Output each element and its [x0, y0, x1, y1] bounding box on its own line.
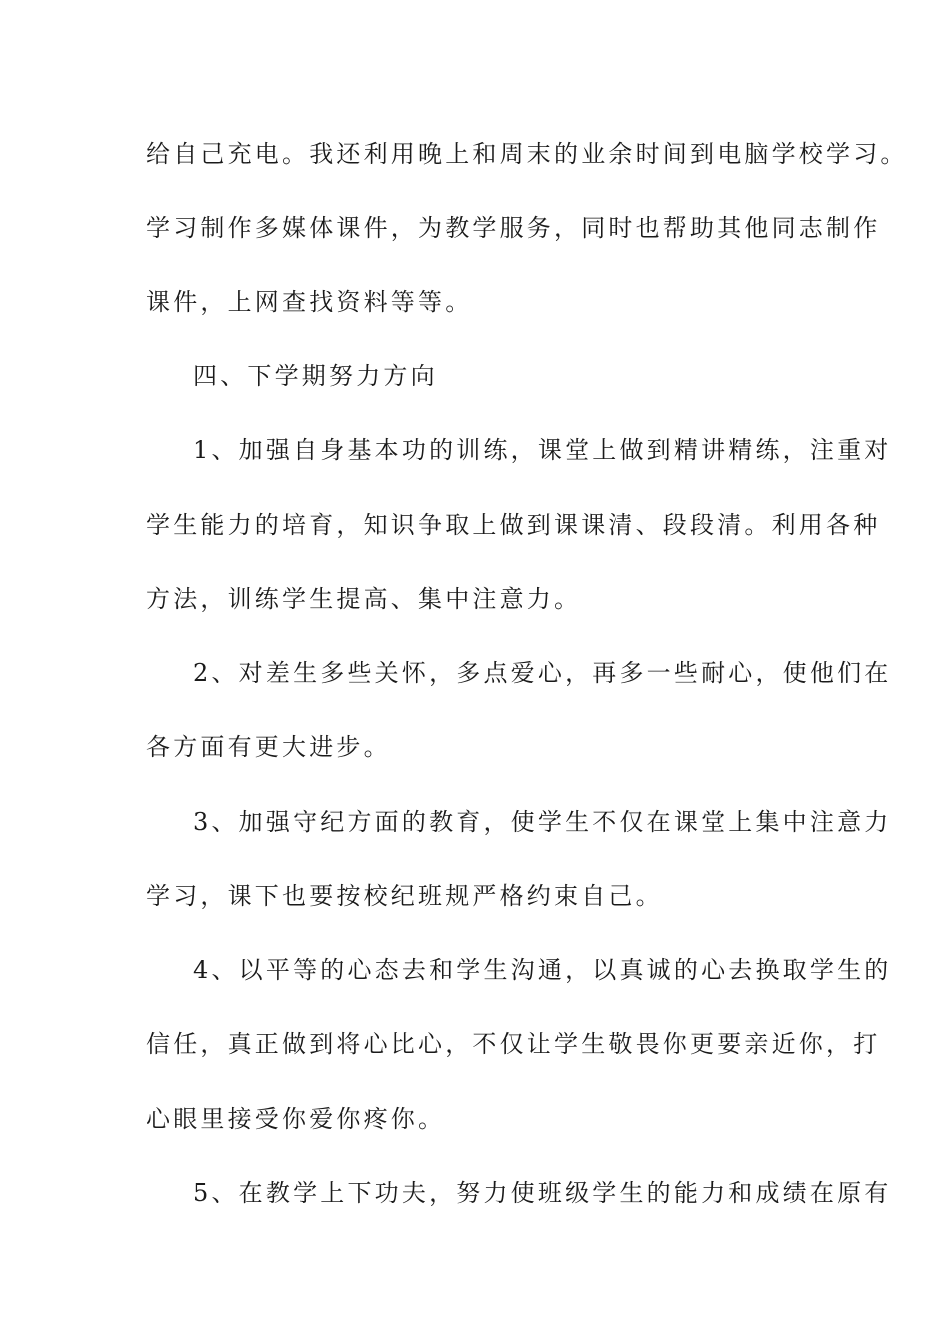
text-line: 3、加强守纪方面的教育，使学生不仅在课堂上集中注意力 [193, 808, 892, 836]
text-line: 心眼里接受你爱你疼你。 [146, 1105, 446, 1133]
text-line: 2、对差生多些关怀，多点爱心，再多一些耐心，使他们在 [193, 659, 892, 687]
text-line: 1、加强自身基本功的训练，课堂上做到精讲精练，注重对 [193, 436, 892, 464]
text-line: 课件，上网查找资料等等。 [146, 288, 473, 316]
text-line: 方法，训练学生提高、集中注意力。 [146, 585, 582, 613]
text-line: 学生能力的培育，知识争取上做到课课清、段段清。利用各种 [146, 511, 881, 539]
text-line: 5、在教学上下功夫，努力使班级学生的能力和成绩在原有 [193, 1179, 892, 1207]
text-line: 信任，真正做到将心比心，不仅让学生敬畏你更要亲近你，打 [146, 1030, 881, 1058]
text-line: 学习制作多媒体课件，为教学服务，同时也帮助其他同志制作 [146, 214, 881, 242]
text-line: 各方面有更大进步。 [146, 733, 391, 761]
section-heading: 四、下学期努力方向 [193, 362, 438, 390]
text-line: 4、以平等的心态去和学生沟通，以真诚的心去换取学生的 [193, 956, 892, 984]
text-line: 给自己充电。我还利用晚上和周末的业余时间到电脑学校学习。 [146, 140, 908, 168]
text-line: 学习，课下也要按校纪班规严格约束自己。 [146, 882, 663, 910]
